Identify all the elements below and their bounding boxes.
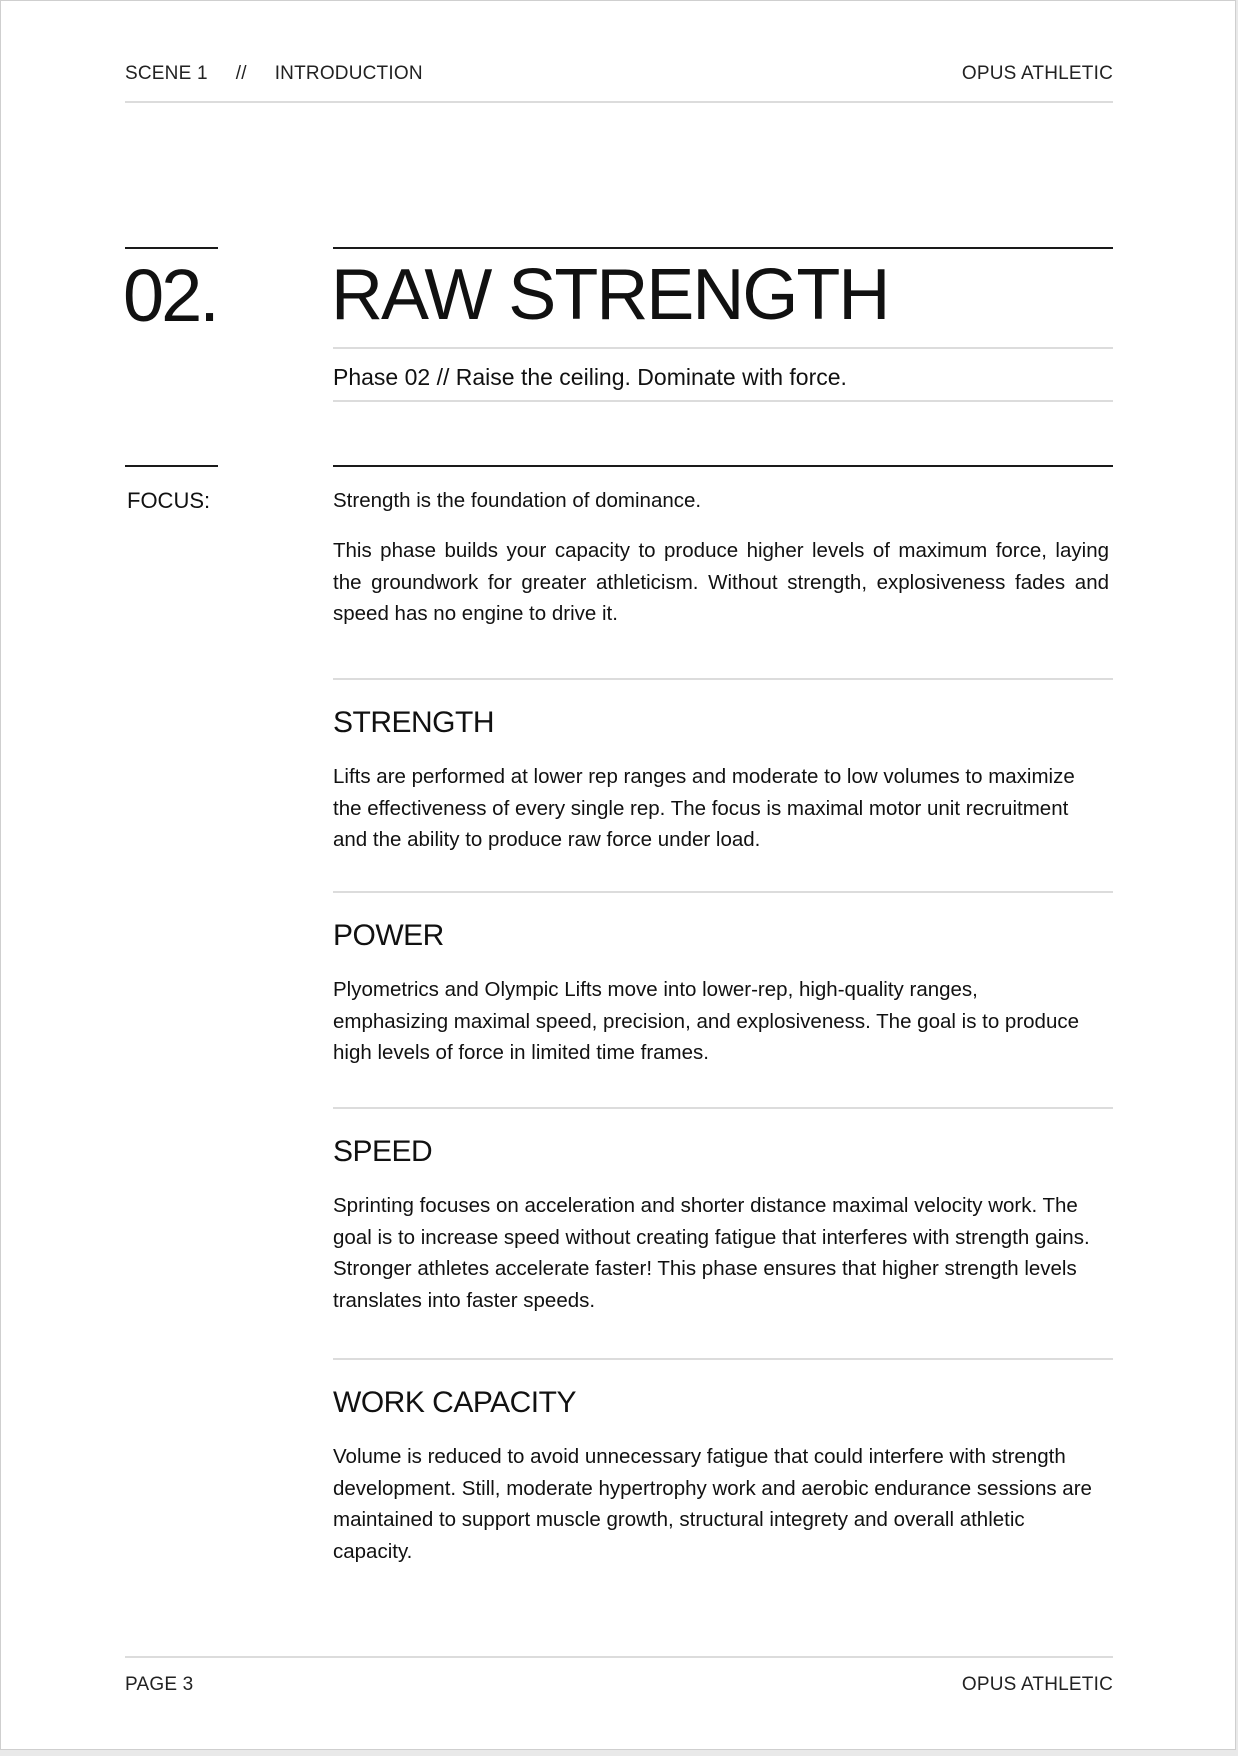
section-title-speed: SPEED [333,1135,433,1168]
page-header [125,63,1113,85]
section-divider [333,891,1113,893]
section-title-strength: STRENGTH [333,706,494,739]
section-title-power: POWER [333,919,444,952]
header-brand: OPUS ATHLETIC [961,63,1113,84]
header-divider [125,101,1113,103]
title-rule [333,247,1113,249]
focus-lead: Strength is the foundation of dominance. [333,489,702,512]
number-rule [125,247,218,249]
title-divider [333,347,1113,349]
header-section: INTRODUCTION [274,63,423,84]
footer-brand: OPUS ATHLETIC [961,1674,1113,1695]
section-divider [333,1358,1113,1360]
section-body-strength: Lifts are performed at lower rep ranges and moderate to low volumes to maximize the effectiveness of every single rep. The focus is maximal motor unit recruitment and the ability to produce raw force under load. [333,765,1075,851]
section-divider [333,678,1113,680]
section-body-power: Plyometrics and Olympic Lifts move into lower-rep, high-quality ranges, emphasizing maximal speed, precision, and explosiveness. The goal is to produce high levels of force in limited time frames. [333,978,1080,1064]
footer-divider [125,1656,1113,1658]
phase-subtitle: Phase 02 // Raise the ceiling. Dominate with force. [333,364,847,390]
subtitle-divider [333,400,1113,402]
section-body-speed: Sprinting focuses on acceleration and shorter distance maximal velocity work. The goal is to increase speed without creating fatigue that interferes with strength gains. Stronger athletes accelerate faster! This phase ensures that higher strength levels translates into faster speeds. [333,1194,1090,1312]
section-title-work-capacity: WORK CAPACITY [333,1386,576,1419]
section-body-work-capacity: Volume is reduced to avoid unnecessary fatigue that could interfere with strength development. Still, moderate hypertrophy work and aerobic endurance sessions are maintained to support muscle growth, structural integrety and overall athletic capacity. [333,1445,1092,1563]
focus-rule [333,465,1113,467]
header-scene: SCENE 1 [125,63,208,84]
focus-intro: This phase builds your capacity to produce higher levels of maximum force, laying the groundwork for greater athleticism. Without strength, explosiveness fades and speed has no engine to drive it. [333,539,1109,625]
phase-number: 02. [123,254,217,337]
section-divider [333,1107,1113,1109]
phase-title: RAW STRENGTH [331,255,889,335]
focus-label-rule [125,465,218,467]
focus-label: FOCUS: [127,488,211,513]
page-footer [125,1674,1113,1696]
header-separator: // [235,63,247,84]
page-number: PAGE 3 [125,1674,194,1695]
